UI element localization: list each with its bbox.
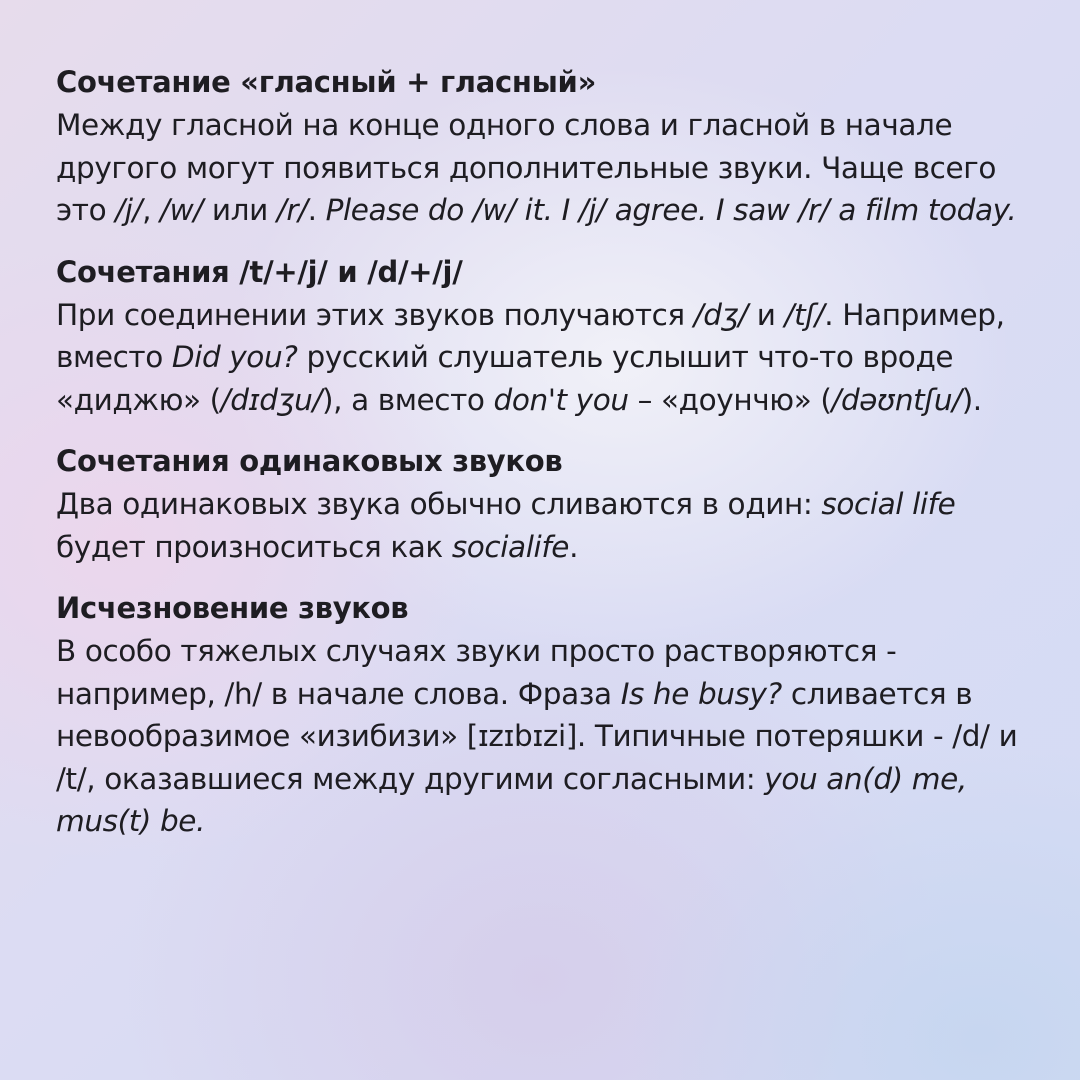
section-paragraph <box>56 483 1046 568</box>
example-text: /tʃ/ <box>784 297 825 332</box>
example-text: Please do /w/ it. I /j/ agree. I saw /r/ a film today. <box>325 193 1017 227</box>
example-text: /w/ <box>160 193 203 227</box>
section-heading: Сочетания /t/+/j/ и /d/+/j/ <box>56 254 463 289</box>
example-text: /dɪdʒu/ <box>220 382 322 417</box>
section-paragraph <box>56 630 1046 843</box>
section-heading: Сочетание «гласный + гласный» <box>56 65 597 99</box>
body-text: и <box>747 297 785 332</box>
body-text: – «доунчю» ( <box>628 382 832 417</box>
body-text: , <box>142 193 161 227</box>
body-text: . <box>307 193 326 227</box>
section-identical-sounds <box>56 439 1046 568</box>
body-text: В особо тяжелых случаях звуки просто растворяются - например, /h/ в начале слова. Фраза <box>56 634 897 711</box>
body-text: будет произноситься как <box>56 529 452 564</box>
body-text: или <box>202 193 277 227</box>
section-paragraph <box>56 294 1046 422</box>
section-heading: Исчезновение звуков <box>56 591 409 625</box>
example-text: Did you? <box>171 340 298 374</box>
body-text: ). <box>961 382 982 417</box>
section-t-j-d-j <box>56 250 1046 422</box>
example-text: /dəʊntʃu/ <box>831 382 962 417</box>
section-vowel-vowel <box>56 60 1046 232</box>
example-text: you an(d) me, mus(t) be. <box>56 761 967 838</box>
body-text: Два одинаковых звука обычно сливаются в один: <box>56 487 822 521</box>
example-text: socialife <box>451 529 570 564</box>
example-text: don't you <box>493 382 629 417</box>
article-body <box>56 60 1046 861</box>
body-text: русский слушатель услышит что-то вроде «диджю» ( <box>56 340 954 417</box>
body-text: . Например, вместо <box>56 297 1005 374</box>
example-text: /dʒ/ <box>693 297 748 332</box>
example-text: Is he busy? <box>620 676 782 711</box>
body-text: Между гласной на конце одного слова и гласной в начале другого могут появиться дополнительные звуки. Чаще всего это <box>56 108 996 227</box>
body-text: . <box>569 529 579 564</box>
body-text: сливается в невообразимое «изибизи» [ɪzɪbɪzi]. Типичные потеряшки - /d/ и /t/, оказавшиеся между другими согласными: <box>56 676 1018 796</box>
example-text: /r/ <box>276 193 308 227</box>
section-paragraph <box>56 104 1046 232</box>
section-heading: Сочетания одинаковых звуков <box>56 444 563 478</box>
example-text: social life <box>821 487 956 521</box>
section-sound-elision <box>56 586 1046 843</box>
body-text: ), а вместо <box>322 382 494 417</box>
example-text: /j/ <box>115 193 143 227</box>
body-text: При соединении этих звуков получаются <box>56 297 694 332</box>
